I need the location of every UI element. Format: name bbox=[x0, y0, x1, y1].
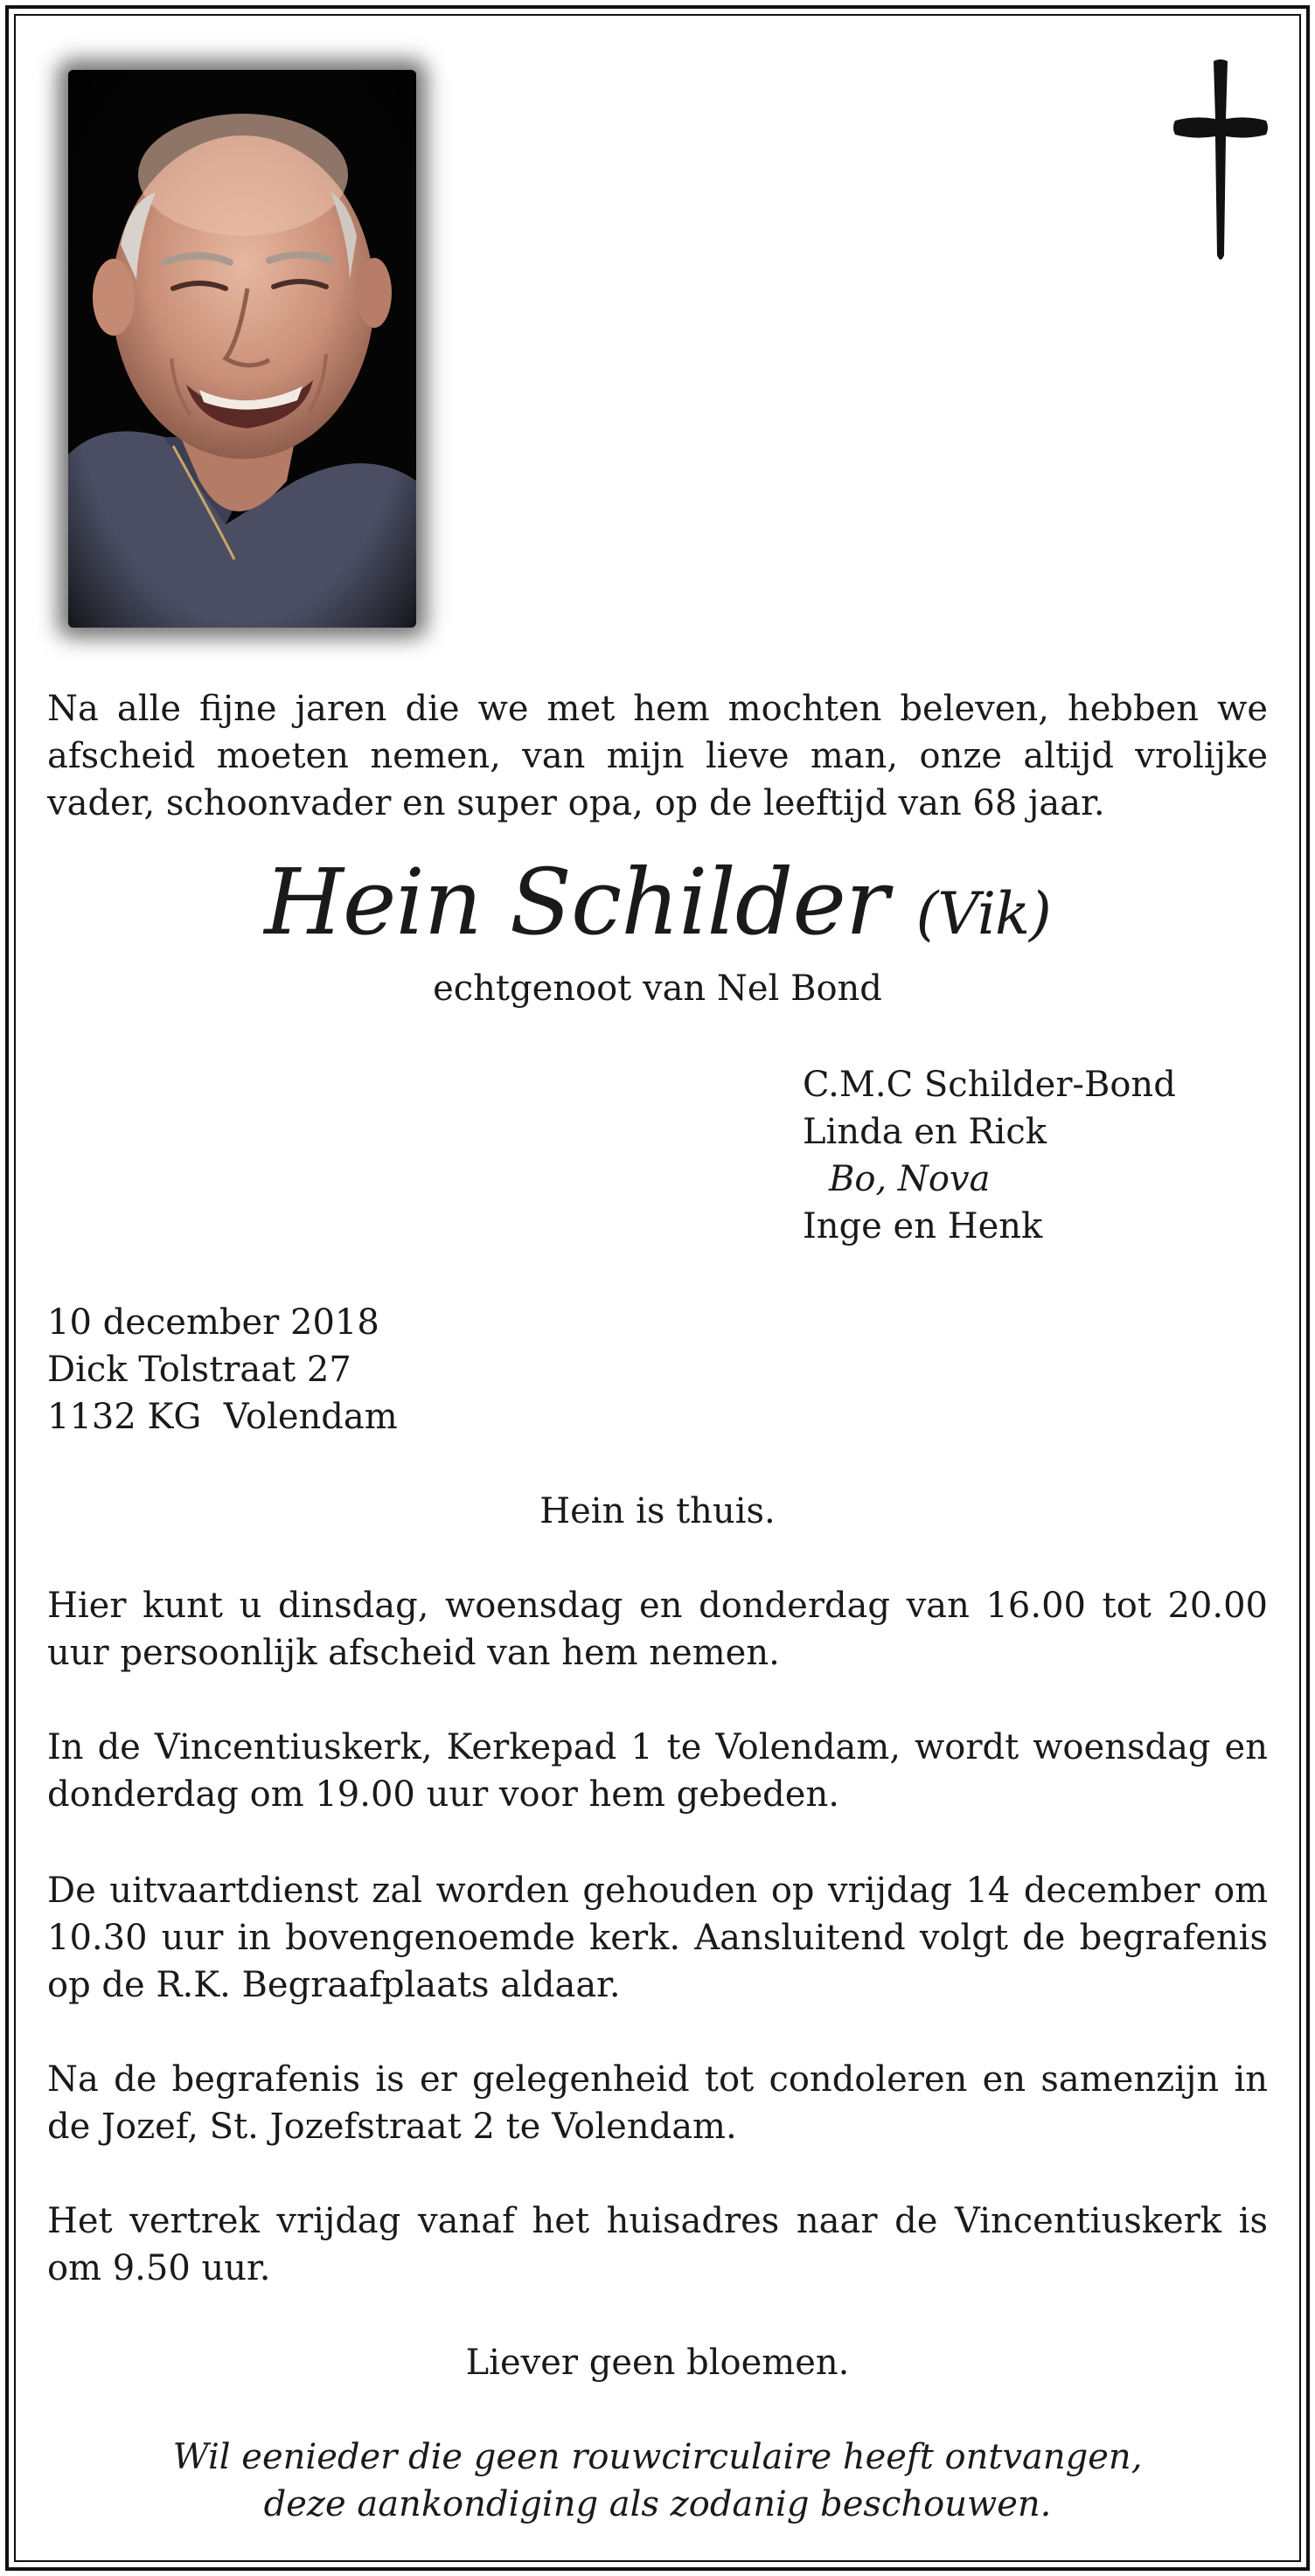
deceased-nickname: (Vik) bbox=[915, 880, 1051, 948]
cross-icon bbox=[1168, 58, 1273, 267]
prayer-paragraph: In de Vincentiuskerk, Kerkepad 1 te Volendam, wordt woensdag en donderdag om 19.00 uur voor hem gebeden. bbox=[47, 1727, 1268, 1815]
address-block bbox=[47, 1299, 1268, 1441]
no-flowers-notice: Liever geen bloemen. bbox=[465, 2343, 850, 2383]
intro-paragraph: Na alle fijne jaren die we met hem mochten beleven, hebben we afscheid moeten nemen, van mijn lieve man, onze altijd vrolijke vader, schoonvader en super opa, op de leeftijd van 68 jaar. bbox=[47, 689, 1268, 823]
spouse-relation: echtgenoot van Nel Bond bbox=[433, 969, 882, 1009]
address-city: 1132 KG Volendam bbox=[47, 1397, 398, 1437]
portrait-photo bbox=[68, 70, 416, 628]
family-line: Linda en Rick bbox=[803, 1112, 1047, 1152]
portrait-illustration bbox=[68, 70, 416, 628]
visit-paragraph: Hier kunt u dinsdag, woensdag en donderdag van 16.00 tot 20.00 uur persoonlijk afscheid van hem nemen. bbox=[47, 1586, 1268, 1673]
family-grandchildren: Bo, Nova bbox=[829, 1159, 991, 1199]
service-paragraph: De uitvaartdienst zal worden gehouden op vrijdag 14 december om 10.30 uur in bovengenoemde kerk. Aansluitend volgt de begrafenis op de R.K. Begraafplaats aldaar. bbox=[47, 1871, 1268, 2005]
home-notice: Hein is thuis. bbox=[539, 1491, 776, 1531]
closing-note bbox=[0, 2434, 1315, 2528]
closing-line: Wil eenieder die geen rouwcirculaire heeft ontvangen, bbox=[172, 2437, 1143, 2477]
family-line: Inge en Henk bbox=[803, 1206, 1043, 1246]
condolence-paragraph: Na de begrafenis is er gelegenheid tot condoleren en samenzijn in de Jozef, St. Jozefstraat 2 te Volendam. bbox=[47, 2059, 1268, 2147]
departure-paragraph: Het vertrek vrijdag vanaf het huisadres naar de Vincentiuskerk is om 9.50 uur. bbox=[47, 2201, 1268, 2288]
announcement-date: 10 december 2018 bbox=[47, 1302, 379, 1343]
deceased-name-line bbox=[0, 850, 1315, 967]
closing-line: deze aankondiging als zodanig beschouwen. bbox=[263, 2484, 1052, 2524]
deceased-name: Hein Schilder bbox=[264, 849, 888, 955]
address-street: Dick Tolstraat 27 bbox=[47, 1350, 351, 1390]
family-list bbox=[803, 1061, 1176, 1250]
family-line: C.M.C Schilder-Bond bbox=[803, 1065, 1176, 1105]
